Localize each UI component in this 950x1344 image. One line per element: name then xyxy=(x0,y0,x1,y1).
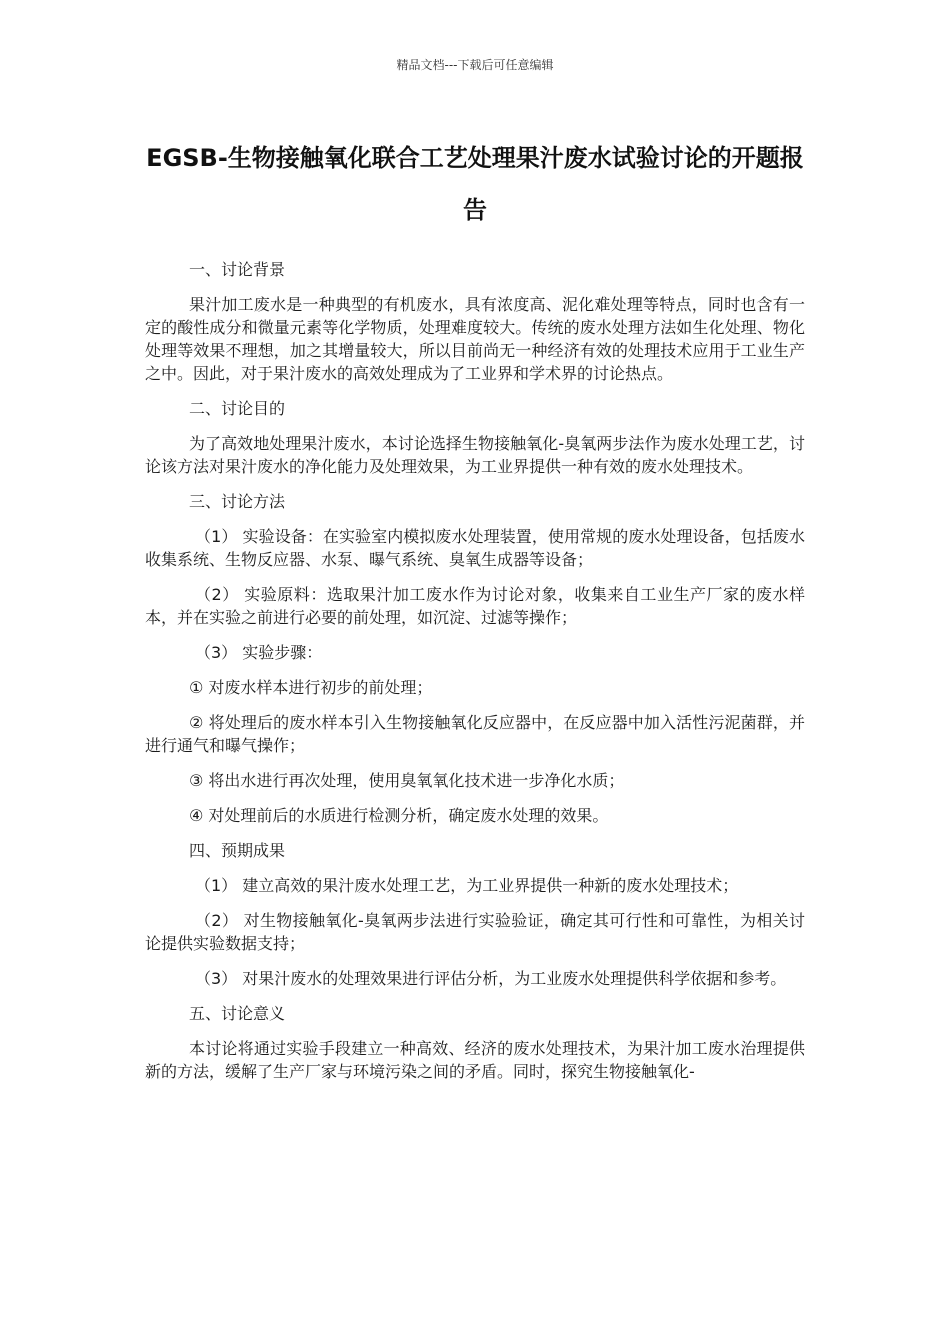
method-step-4: ④ 对处理前后的水质进行检测分析，确定废水处理的效果。 xyxy=(189,806,609,825)
section-heading-method: 三、讨论方法 xyxy=(189,492,286,511)
section-heading-expected-results: 四、预期成果 xyxy=(189,841,286,860)
method-step-3: ③ 将出水进行再次处理，使用臭氧氧化技术进一步净化水质； xyxy=(189,771,625,790)
method-item-equipment: （1） 实验设备：在实验室内模拟废水处理装置，使用常规的废水处理设备，包括废水收集系统、生物反应器、水泵、曝气系统、臭氧生成器等设备； xyxy=(145,527,805,569)
document-title: EGSB-生物接触氧化联合工艺处理果汁废水试验讨论的开题报告 xyxy=(146,144,804,224)
section-heading-significance: 五、讨论意义 xyxy=(189,1004,286,1023)
paragraph-significance: 本讨论将通过实验手段建立一种高效、经济的废水处理技术，为果汁加工废水治理提供新的方法，缓解了生产厂家与环境污染之间的矛盾。同时，探究生物接触氧化- xyxy=(145,1039,805,1081)
method-item-materials: （2） 实验原料：选取果汁加工废水作为讨论对象，收集来自工业生产厂家的废水样本，并在实验之前进行必要的前处理，如沉淀、过滤等操作； xyxy=(145,585,805,627)
paragraph-purpose: 为了高效地处理果汁废水，本讨论选择生物接触氧化-臭氧两步法作为废水处理工艺，讨论该方法对果汁废水的净化能力及处理效果，为工业界提供一种有效的废水处理技术。 xyxy=(145,434,805,476)
method-step-1: ① 对废水样本进行初步的前处理； xyxy=(189,678,433,697)
section-heading-purpose: 二、讨论目的 xyxy=(189,399,286,418)
section-heading-background: 一、讨论背景 xyxy=(189,260,286,279)
method-step-2: ② 将处理后的废水样本引入生物接触氧化反应器中，在反应器中加入活性污泥菌群，并进行通气和曝气操作； xyxy=(145,713,805,755)
expected-item-2: （2） 对生物接触氧化-臭氧两步法进行实验验证，确定其可行性和可靠性，为相关讨论提供实验数据支持； xyxy=(145,911,805,953)
expected-item-3: （3） 对果汁废水的处理效果进行评估分析，为工业废水处理提供科学依据和参考。 xyxy=(195,969,787,988)
method-item-steps: （3） 实验步骤： xyxy=(195,643,323,662)
page-header-caption: 精品文档---下载后可任意编辑 xyxy=(396,58,554,72)
document-body xyxy=(145,258,805,1095)
expected-item-1: （1） 建立高效的果汁废水处理工艺，为工业界提供一种新的废水处理技术； xyxy=(195,876,739,895)
paragraph-background: 果汁加工废水是一种典型的有机废水，具有浓度高、泥化难处理等特点，同时也含有一定的酸性成分和微量元素等化学物质，处理难度较大。传统的废水处理方法如生化处理、物化处理等效果不理想，加之其增量较大，所以目前尚无一种经济有效的处理技术应用于工业生产之中。因此，对于果汁废水的高效处理成为了工业界和学术界的讨论热点。 xyxy=(145,295,805,383)
